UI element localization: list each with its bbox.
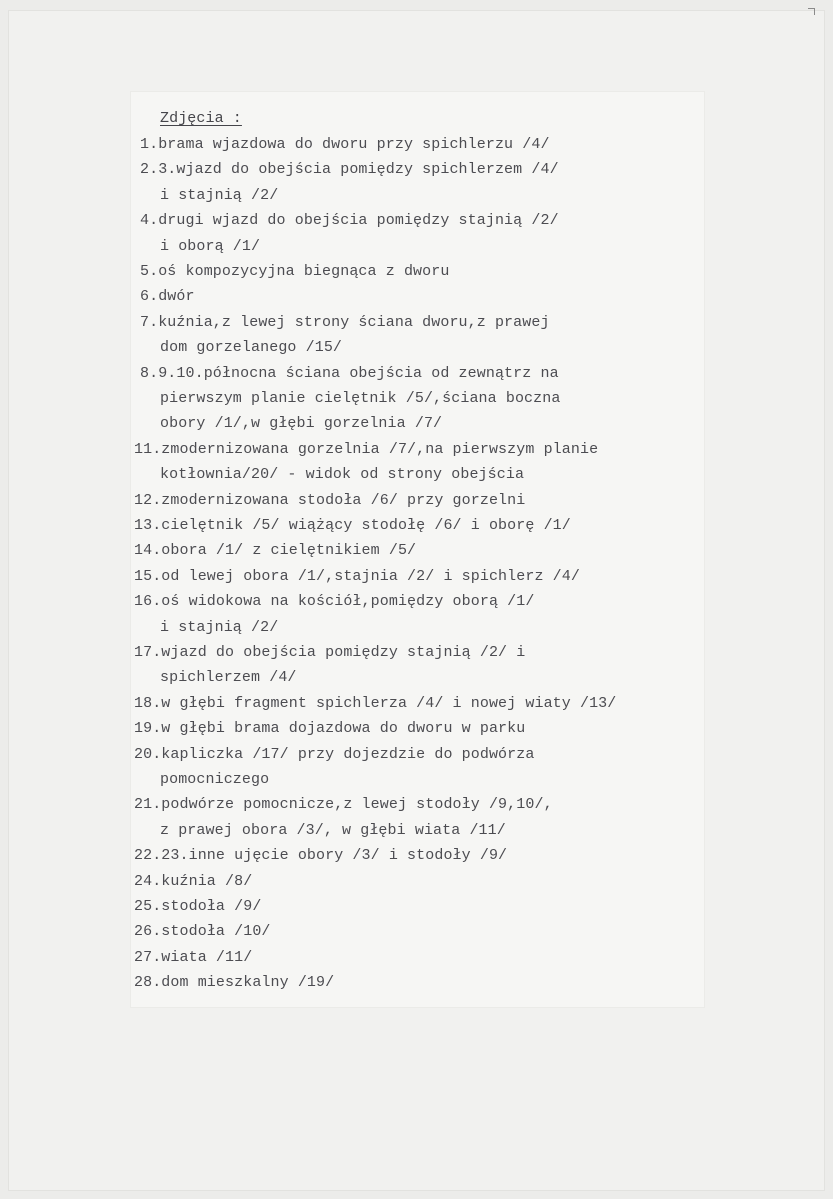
list-item: 24.kuźnia /8/	[134, 873, 253, 890]
list-item: 19.w głębi brama dojazdowa do dworu w parku	[134, 720, 526, 737]
list-item: 18.w głębi fragment spichlerza /4/ i nowej wiaty /13/	[134, 695, 617, 712]
list-item: dom gorzelanego /15/	[160, 339, 343, 356]
list-item: z prawej obora /3/, w głębi wiata /11/	[160, 822, 506, 839]
list-item: 12.zmodernizowana stodoła /6/ przy gorzelni	[134, 492, 526, 509]
list-item: 17.wjazd do obejścia pomiędzy stajnią /2/ i	[134, 644, 526, 661]
list-item: i oborą /1/	[160, 238, 261, 255]
list-item: i stajnią /2/	[160, 187, 279, 204]
list-item: 14.obora /1/ z cielętnikiem /5/	[134, 542, 417, 559]
list-item: 25.stodoła /9/	[134, 898, 262, 915]
list-item: 13.cielętnik /5/ wiążący stodołę /6/ i oborę /1/	[134, 517, 571, 534]
list-item: pierwszym planie cielętnik /5/,ściana boczna	[160, 390, 561, 407]
list-item: 7.kuźnia,z lewej strony ściana dworu,z prawej	[140, 314, 550, 331]
list-item: 20.kapliczka /17/ przy dojezdzie do podwórza	[134, 746, 535, 763]
list-item: 1.brama wjazdowa do dworu przy spichlerzu /4/	[140, 136, 550, 153]
list-item: 27.wiata /11/	[134, 949, 253, 966]
list-item: 6.dwór	[140, 288, 195, 305]
list-item: 21.podwórze pomocnicze,z lewej stodoły /9,10/,	[134, 796, 553, 813]
list-heading: Zdjęcia :	[160, 110, 242, 127]
list-item: 16.oś widokowa na kościół,pomiędzy oborą /1/	[134, 593, 535, 610]
list-item: 26.stodoła /10/	[134, 923, 271, 940]
list-item: i stajnią /2/	[160, 619, 279, 636]
list-item: 4.drugi wjazd do obejścia pomiędzy stajnią /2/	[140, 212, 559, 229]
list-item: spichlerzem /4/	[160, 669, 297, 686]
list-item: 8.9.10.północna ściana obejścia od zewnątrz na	[140, 365, 559, 382]
list-item: 2.3.wjazd do obejścia pomiędzy spichlerzem /4/	[140, 161, 559, 178]
list-item: 15.od lewej obora /1/,stajnia /2/ i spichlerz /4/	[134, 568, 580, 585]
list-item: 28.dom mieszkalny /19/	[134, 974, 335, 991]
list-item: obory /1/,w głębi gorzelnia /7/	[160, 415, 443, 432]
list-item: pomocniczego	[160, 771, 270, 788]
list-item: 22.23.inne ujęcie obory /3/ i stodoły /9/	[134, 847, 508, 864]
list-item: 5.oś kompozycyjna biegnąca z dworu	[140, 263, 450, 280]
list-item: kotłownia/20/ - widok od strony obejścia	[160, 466, 525, 483]
corner-mark	[808, 8, 815, 15]
list-item: 11.zmodernizowana gorzelnia /7/,na pierwszym planie	[134, 441, 599, 458]
